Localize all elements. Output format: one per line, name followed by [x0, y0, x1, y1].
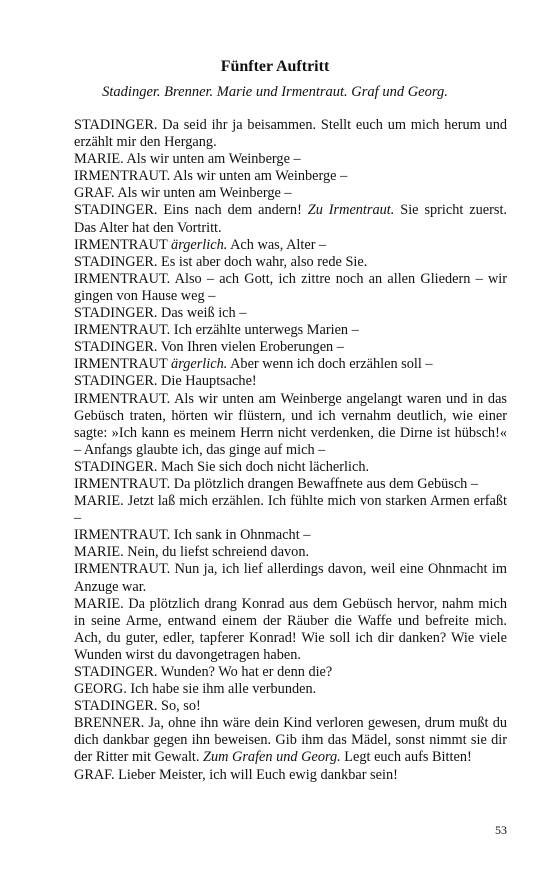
dialogue-segment: IRMENTRAUT. Da plötzlich drangen Bewaffnete aus dem Gebüsch –: [74, 475, 479, 492]
dialogue-line: [74, 681, 507, 698]
dialogue-line: [74, 527, 507, 544]
dialogue-segment: GRAF. Lieber Meister, ich will Euch ewig dankbar sein!: [74, 766, 398, 783]
dialogue-segment: IRMENTRAUT. Ich erzählte unterwegs Marien –: [74, 322, 359, 339]
dialogue-segment: STADINGER. So, so!: [74, 698, 201, 715]
dialogue-text: [74, 117, 507, 784]
dialogue-line: [74, 664, 507, 681]
dialogue-segment: STADINGER. Die Hauptsache!: [74, 373, 257, 390]
dialogue-line: [74, 237, 507, 254]
dialogue-segment: STADINGER. Mach Sie sich doch nicht lächerlich.: [74, 458, 370, 475]
scene-title: Fünfter Auftritt: [220, 58, 330, 75]
dialogue-line: [74, 254, 507, 271]
scene-cast: Stadinger. Brenner. Marie und Irmentraut. Graf und Georg.: [102, 84, 448, 100]
dialogue-line: [74, 391, 507, 459]
dialogue-segment: Aber wenn ich doch erzählen soll –: [227, 356, 433, 373]
dialogue-line: [74, 493, 507, 527]
dialogue-segment: MARIE. Jetzt laß mich erzählen. Ich fühlte mich von starken Armen erfaßt –: [74, 493, 507, 527]
dialogue-line: [74, 476, 507, 493]
dialogue-segment: BRENNER. Ja, ohne ihn wäre dein Kind verloren gewesen, drum mußt du dich dankbar gegen ihn beweisen. Gib ihm das Mädel, sonst nimmt sie dir der Ritter mit Gewalt.: [74, 715, 507, 766]
dialogue-segment: IRMENTRAUT. Also – ach Gott, ich zittre noch an allen Gliedern – wir gingen von Hause weg –: [74, 270, 507, 304]
dialogue-line: [74, 168, 507, 185]
dialogue-segment: Legt euch aufs Bitten!: [340, 749, 472, 766]
dialogue-line: [74, 185, 507, 202]
dialogue-segment: STADINGER. Da seid ihr ja beisammen. Stellt euch um mich herum und erzählt mir den Hergang.: [74, 117, 507, 151]
dialogue-segment: GRAF. Als wir unten am Weinberge –: [74, 185, 292, 202]
dialogue-segment: IRMENTRAUT: [74, 356, 172, 373]
dialogue-segment: Sie spricht zuerst. Das Alter hat den Vortritt.: [74, 202, 507, 236]
stage-direction: ärgerlich.: [171, 356, 228, 373]
dialogue-line: [74, 271, 507, 305]
dialogue-line: [74, 202, 507, 236]
dialogue-line: [74, 151, 507, 168]
dialogue-segment: MARIE. Nein, du liefst schreiend davon.: [74, 544, 310, 561]
dialogue-segment: IRMENTRAUT. Als wir unten am Weinberge –: [74, 168, 348, 185]
dialogue-line: [74, 715, 507, 766]
dialogue-line: [74, 767, 507, 784]
dialogue-segment: MARIE. Da plötzlich drang Konrad aus dem Gebüsch hervor, nahm mich in seine Arme, entwand einem der Räuber die Waffe und befreite mich. Ach, du guter, edler, tapferer Konrad! Wie soll ich dir danken? Wie viele Wunden wirst du davongetragen haben.: [74, 595, 507, 663]
dialogue-line: [74, 698, 507, 715]
dialogue-segment: IRMENTRAUT. Ich sank in Ohnmacht –: [74, 527, 311, 544]
dialogue-segment: STADINGER. Wunden? Wo hat er denn die?: [74, 664, 333, 680]
dialogue-line: [74, 544, 507, 561]
dialogue-line: [74, 305, 507, 322]
dialogue-line: [74, 459, 507, 476]
dialogue-segment: GEORG. Ich habe sie ihm alle verbunden.: [74, 681, 317, 698]
stage-direction: Zu Irmentraut.: [307, 202, 395, 219]
dialogue-line: [74, 561, 507, 595]
dialogue-segment: IRMENTRAUT: [74, 236, 172, 253]
page-number: 53: [495, 823, 507, 837]
dialogue-segment: STADINGER. Eins nach dem andern!: [74, 202, 308, 219]
dialogue-line: [74, 322, 507, 339]
dialogue-line: [74, 117, 507, 151]
dialogue-segment: IRMENTRAUT. Als wir unten am Weinberge angelangt waren und in das Gebüsch traten, hörten wir flüstern, und ich vernahm deutlich, wie einer sagte: »Ich kann es meinem Herrn nicht verdenken, die Dirne ist hübsch!« – Anfangs glaubte ich, das ginge auf mich –: [74, 390, 507, 458]
dialogue-segment: STADINGER. Es ist aber doch wahr, also rede Sie.: [74, 253, 368, 270]
dialogue-segment: IRMENTRAUT. Nun ja, ich lief allerdings davon, weil eine Ohnmacht im Anzuge war.: [74, 561, 507, 595]
dialogue-line: [74, 356, 507, 373]
stage-direction: ärgerlich.: [171, 236, 228, 253]
dialogue-segment: MARIE. Als wir unten am Weinberge –: [74, 151, 301, 168]
dialogue-segment: STADINGER. Das weiß ich –: [74, 305, 247, 322]
dialogue-line: [74, 373, 507, 390]
stage-direction: Zum Grafen und Georg.: [203, 749, 341, 766]
dialogue-segment: Ach was, Alter –: [227, 236, 327, 253]
dialogue-line: [74, 339, 507, 356]
dialogue-line: [74, 596, 507, 664]
dialogue-segment: STADINGER. Von Ihren vielen Eroberungen –: [74, 339, 344, 356]
